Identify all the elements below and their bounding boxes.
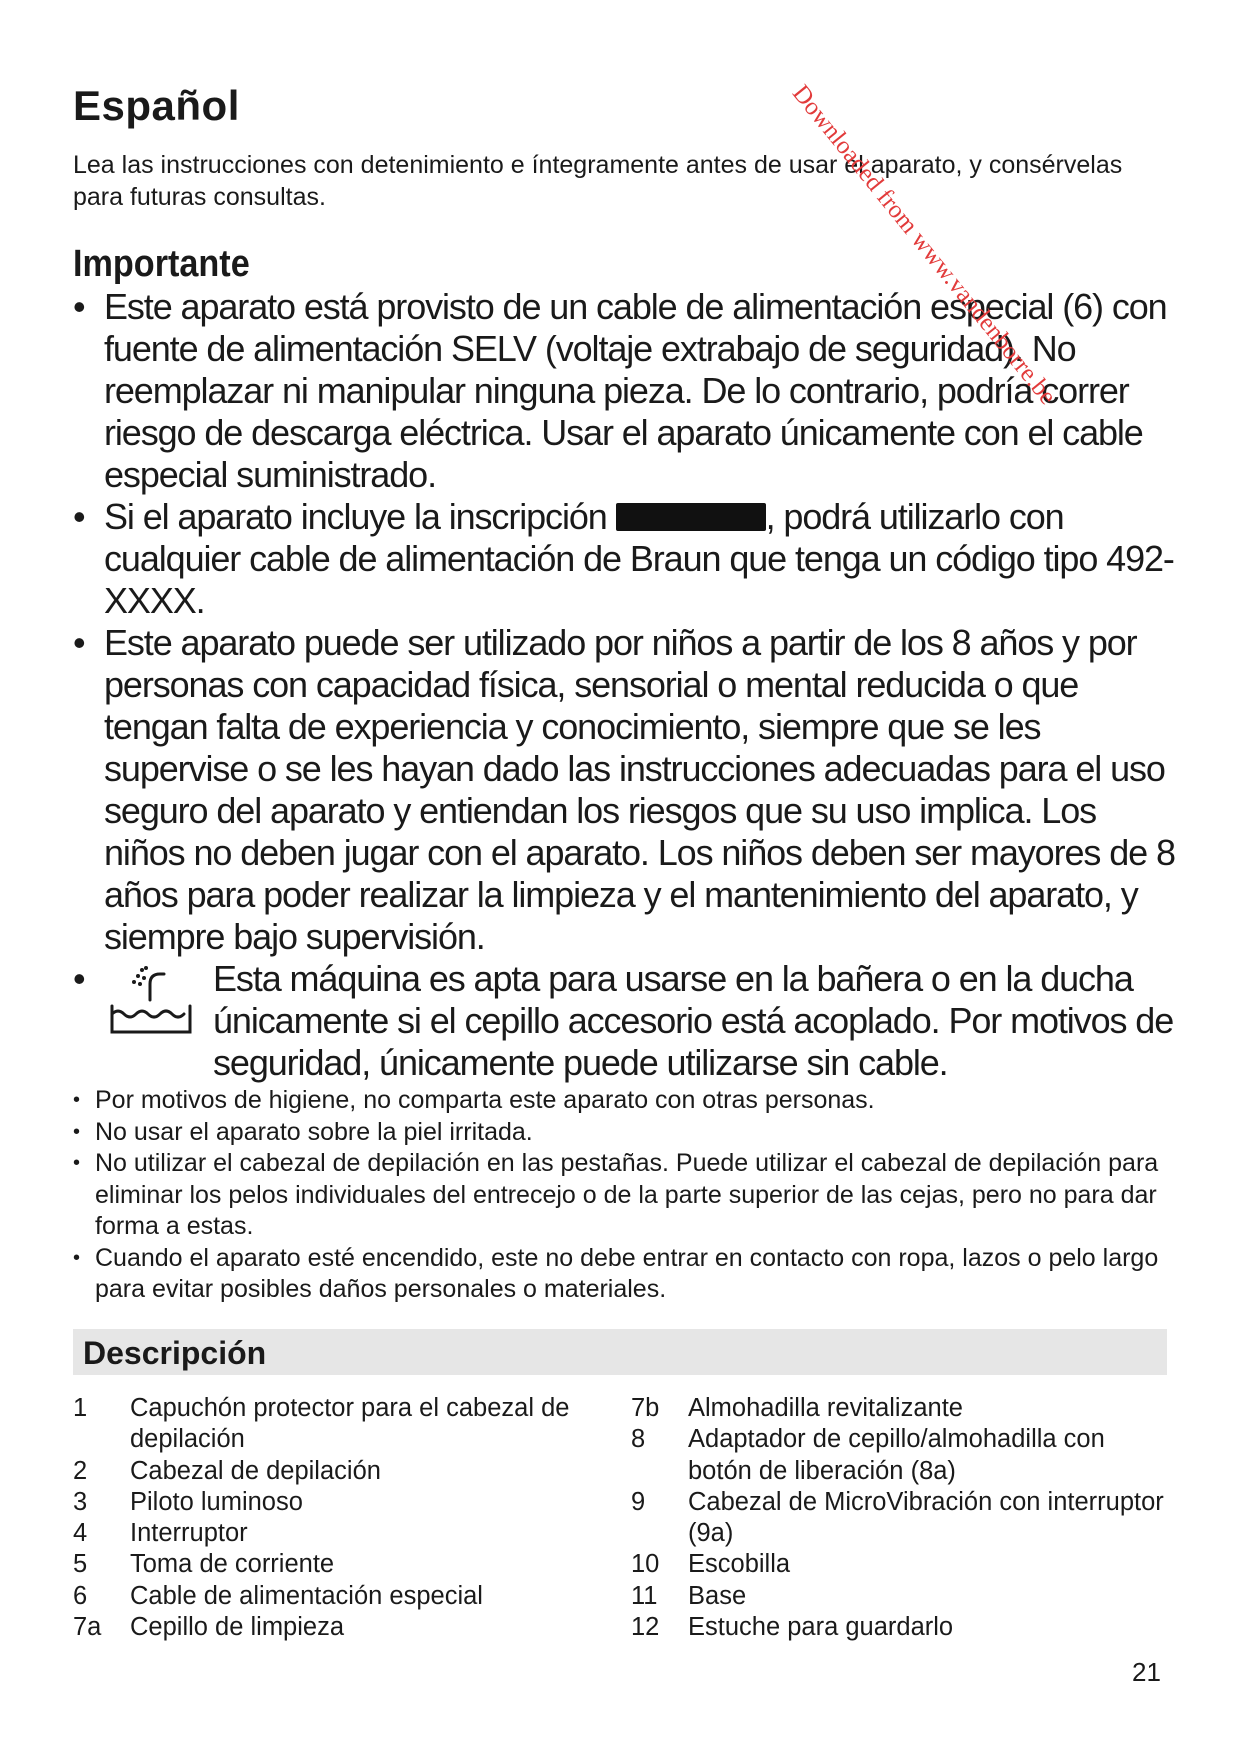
item-text: No usar el aparato sobre la piel irritada. bbox=[95, 1117, 533, 1146]
item-label: Adaptador de cepillo/almohadilla con botón de liberación (8a) bbox=[688, 1425, 1105, 1485]
description-header-bar bbox=[73, 1329, 1167, 1375]
item-text: Cuando el aparato esté encendido, este no debe entrar en contacto con ropa, lazos o pelo largo para evitar posibles daños personales o materiales. bbox=[95, 1243, 1159, 1303]
description-item bbox=[73, 1487, 593, 1518]
description-item bbox=[73, 1518, 593, 1549]
description-item bbox=[631, 1549, 1171, 1580]
description-item bbox=[73, 1456, 593, 1487]
item-number: 1 bbox=[73, 1394, 88, 1422]
description-list-left bbox=[73, 1393, 593, 1643]
bullet-icon: • bbox=[73, 286, 85, 327]
bullet-icon: • bbox=[73, 958, 85, 999]
item-label: Interruptor bbox=[130, 1519, 248, 1548]
item-number: 8 bbox=[631, 1425, 646, 1454]
item-label: Cepillo de limpieza bbox=[130, 1613, 345, 1642]
bullet-icon: • bbox=[73, 622, 85, 663]
watermark-link[interactable]: Downloaded from www.vandenborre.be bbox=[787, 80, 1062, 410]
item-number: 7b bbox=[631, 1394, 660, 1422]
description-item bbox=[73, 1393, 593, 1456]
bullet-icon: • bbox=[73, 1089, 81, 1111]
item-label: Cable de alimentación especial bbox=[130, 1581, 483, 1610]
description-item bbox=[73, 1549, 593, 1580]
item-number: 12 bbox=[631, 1613, 660, 1642]
description-item bbox=[73, 1581, 593, 1612]
list-item bbox=[73, 622, 1183, 958]
item-text: Esta máquina es apta para usarse en la bañera o en la ducha únicamente si el cepillo accesorio está acoplado. Por motivos de seguridad, únicamente puede utilizarse sin cable. bbox=[213, 958, 1174, 1083]
important-list bbox=[73, 286, 1183, 1084]
list-item bbox=[73, 958, 1183, 1084]
item-label: Piloto luminoso bbox=[130, 1487, 303, 1516]
item-label: Cabezal de MicroVibración con interruptor (9a) bbox=[688, 1487, 1164, 1548]
description-heading: Descripción bbox=[83, 1335, 267, 1371]
bullet-icon: • bbox=[73, 1152, 81, 1174]
item-label: Toma de corriente bbox=[130, 1550, 335, 1579]
bullet-icon: • bbox=[73, 1120, 81, 1143]
item-number: 10 bbox=[631, 1550, 660, 1579]
item-text: Este aparato puede ser utilizado por niños a partir de los 8 años y por personas con capacidad física, sensorial o mental reducida o que tengan falta de experiencia y conocimiento, siempre que se les supervise o se les hayan dado las instrucciones adecuadas para el uso seguro del aparato y entiendan los riesgos que su uso implica. Los niños no deben jugar con el aparato. Los niños deben ser mayores de 8 años para poder realizar la limpieza y el mantenimiento del aparato, y siempre bajo supervisión. bbox=[104, 622, 1175, 957]
item-text: Por motivos de higiene, no comparta este aparato con otras personas. bbox=[95, 1086, 875, 1114]
item-text: No utilizar el cabezal de depilación en las pestañas. Puede utilizar el cabezal de depilación para eliminar los pelos individuales del entrecejo o de la parte superior de las cejas, pero no para dar forma a estas. bbox=[95, 1149, 1159, 1240]
item-text-after: , podrá utilizarlo con cualquier cable de alimentación de Braun que tenga un código tipo 492-XXXX. bbox=[104, 496, 1174, 621]
item-label: Estuche para guardarlo bbox=[688, 1613, 954, 1642]
item-text-before: Si el aparato incluye la inscripción bbox=[104, 496, 616, 537]
list-item bbox=[73, 1243, 1173, 1306]
small-notes-list bbox=[73, 1085, 1173, 1306]
description-item bbox=[631, 1612, 1171, 1643]
bath-shower-icon bbox=[104, 962, 194, 1038]
item-number: 5 bbox=[73, 1550, 88, 1579]
description-item bbox=[631, 1581, 1171, 1612]
item-number: 11 bbox=[631, 1581, 658, 1610]
item-number: 3 bbox=[73, 1487, 88, 1516]
important-heading: Importante bbox=[73, 243, 250, 285]
list-item bbox=[73, 1085, 1173, 1117]
item-number: 2 bbox=[73, 1456, 88, 1485]
item-label: Cabezal de depilación bbox=[130, 1456, 381, 1485]
redacted-inscription bbox=[616, 503, 766, 531]
bullet-icon: • bbox=[73, 496, 85, 537]
language-title: Español bbox=[73, 82, 240, 129]
item-label: Base bbox=[688, 1581, 747, 1610]
item-number: 7a bbox=[73, 1613, 102, 1642]
description-item bbox=[631, 1393, 1171, 1424]
intro-text: Lea las instrucciones con detenimiento e íntegramente antes de usar el aparato, y consérvelas para futuras consultas. bbox=[73, 151, 1123, 211]
list-item bbox=[73, 286, 1183, 496]
item-label: Escobilla bbox=[688, 1550, 791, 1579]
item-number: 4 bbox=[73, 1519, 88, 1548]
list-item bbox=[73, 496, 1183, 622]
item-text: Este aparato está provisto de un cable de alimentación especial (6) con fuente de alimentación SELV (voltaje extrabajo de seguridad). No reemplazar ni manipular ninguna pieza. De lo contrario, podría correr riesgo de descarga eléctrica. Usar el aparato únicamente con el cable especial suministrado. bbox=[104, 286, 1167, 495]
bullet-icon: • bbox=[73, 1246, 81, 1269]
list-item bbox=[73, 1117, 1173, 1149]
description-item bbox=[631, 1487, 1171, 1550]
item-label: Almohadilla revitalizante bbox=[688, 1394, 963, 1422]
description-item bbox=[73, 1612, 593, 1643]
page-number: 21 bbox=[1132, 1657, 1161, 1687]
item-number: 6 bbox=[73, 1581, 88, 1610]
item-number: 9 bbox=[631, 1487, 646, 1516]
description-list-right bbox=[631, 1393, 1171, 1643]
list-item bbox=[73, 1148, 1173, 1243]
item-label: Capuchón protector para el cabezal de depilación bbox=[130, 1394, 570, 1454]
description-item bbox=[631, 1424, 1171, 1487]
